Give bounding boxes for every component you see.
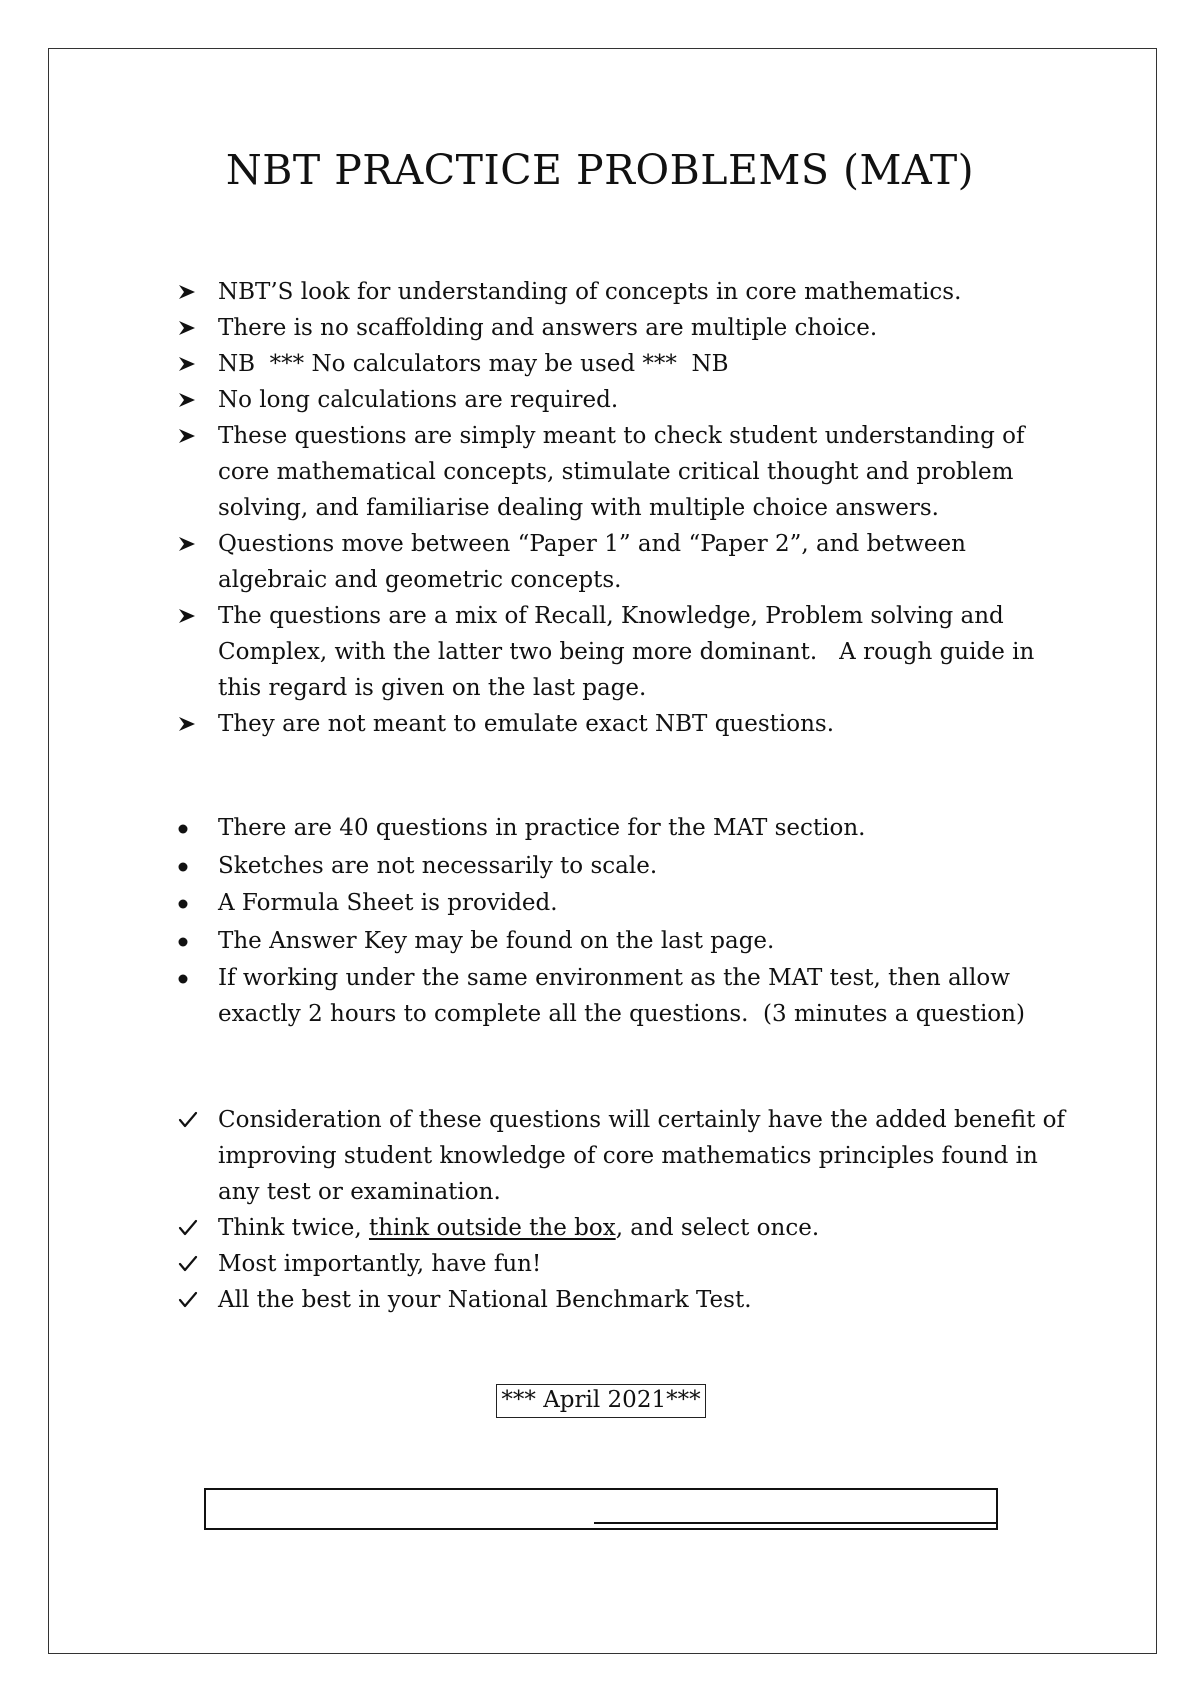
list-item: Most importantly, have fun! [178,1246,1078,1282]
list-item: Consideration of these questions will certainly have the added benefit of improving student knowledge of core mathematics principles found in any test or examination. [178,1102,1078,1210]
round-bullet-icon [178,924,208,960]
arrowhead-bullet-icon [178,274,208,310]
list-item: There is no scaffolding and answers are multiple choice. [178,310,1078,346]
list-item: Questions move between “Paper 1” and “Paper 2”, and between algebraic and geometric concepts. [178,526,1078,598]
round-bullet-icon [178,849,208,885]
round-bullet-icon [178,961,208,997]
arrowhead-bullet-icon [178,526,208,562]
arrowhead-bullet-icon [178,706,208,742]
arrowhead-bullet-icon [178,382,208,418]
list-item: These questions are simply meant to check student understanding of core mathematical concepts, stimulate critical thought and problem solving, and familiarise dealing with multiple choice answers. [178,418,1078,526]
page-title: NBT PRACTICE PROBLEMS (MAT) [225,146,975,194]
list-item: NBT’S look for understanding of concepts in core mathematics. [178,274,1078,310]
round-bullet-icon [178,886,208,922]
test-info-list [178,811,1078,1034]
encouragement-list [178,1102,1078,1318]
date-label: *** April 2021*** [496,1384,706,1418]
arrowhead-bullet-icon [178,346,208,382]
list-item: They are not meant to emulate exact NBT questions. [178,706,1078,742]
list-item: Think twice, think outside the box, and select once. [178,1210,1078,1246]
list-item: All the best in your National Benchmark Test. [178,1282,1078,1318]
emphasis-underlined-text: think outside the box [368,1215,616,1241]
checkmark-icon [178,1210,208,1246]
arrowhead-bullet-icon [178,418,208,454]
round-bullet-icon [178,811,208,847]
checkmark-icon [178,1102,208,1138]
list-item: There are 40 questions in practice for the MAT section. [178,811,1078,847]
arrowhead-bullet-icon [178,310,208,346]
list-item: Sketches are not necessarily to scale. [178,849,1078,885]
footer-divider [594,1522,996,1524]
checkmark-icon [178,1246,208,1282]
list-item: No long calculations are required. [178,382,1078,418]
list-item: A Formula Sheet is provided. [178,886,1078,922]
list-item: If working under the same environment as the MAT test, then allow exactly 2 hours to complete all the questions. (3 minutes a question) [178,961,1078,1032]
checkmark-icon [178,1282,208,1318]
list-item: The questions are a mix of Recall, Knowledge, Problem solving and Complex, with the latter two being more dominant. A rough guide in this regard is given on the last page. [178,598,1078,706]
arrowhead-bullet-icon [178,598,208,634]
instructions-list [178,274,1078,742]
list-item: NB *** No calculators may be used *** NB [178,346,1078,382]
list-item: The Answer Key may be found on the last page. [178,924,1078,960]
